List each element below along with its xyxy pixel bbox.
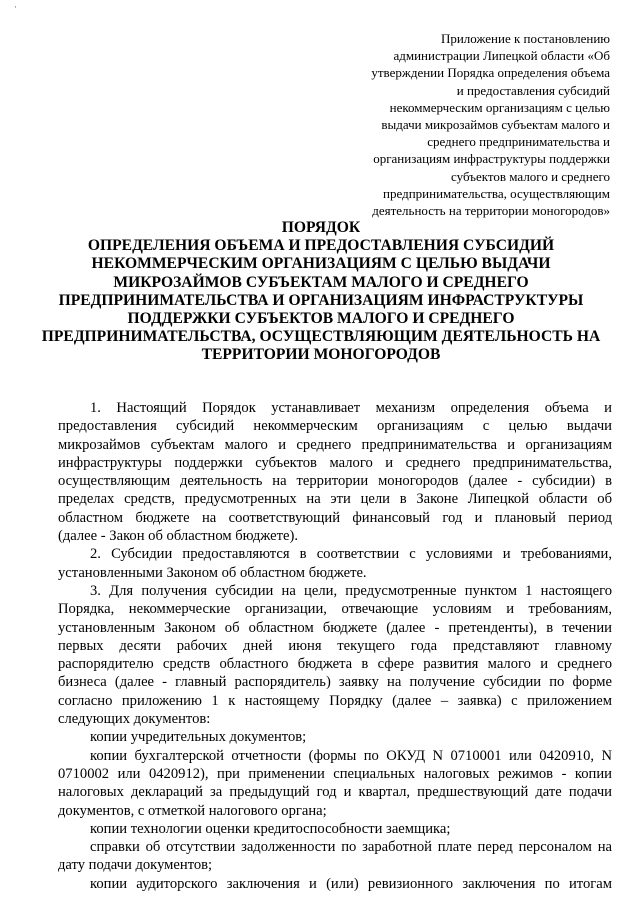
appendix-line: утверждении Порядка определения объема <box>371 65 610 81</box>
body-line: распорядителю средств областного бюджета в сфере развития малого и среднего <box>58 656 612 673</box>
corner-mark: · <box>14 2 17 12</box>
body-line: документов, с отметкой налогового органа; <box>58 802 327 819</box>
body-line: справки об отсутствии задолженности по заработной плате перед персоналом на <box>90 839 612 856</box>
body-line: областном бюджете на соответствующий финансовый год и плановый период <box>58 509 612 526</box>
title-line: ОПРЕДЕЛЕНИЯ ОБЪЕМА И ПРЕДОСТАВЛЕНИЯ СУБСИДИЙ <box>87 237 555 255</box>
title-line: ПОРЯДОК <box>281 219 361 236</box>
body-line: бизнеса (далее - главный распорядитель) заявку на получение субсидии по форме <box>58 674 612 691</box>
body-line: копии технологии оценки кредитоспособности заемщика; <box>90 820 451 837</box>
body-line: налоговых деклараций за предыдущий год и квартал, предшествующий дате подачи <box>58 784 612 801</box>
title-line: ТЕРРИТОРИИ МОНОГОРОДОВ <box>201 346 441 364</box>
document-title <box>40 219 602 365</box>
appendix-line: некоммерческим организациям с целью <box>389 99 610 115</box>
appendix-line: Приложение к постановлению <box>440 31 610 46</box>
body-line: 2. Субсидии предоставляются в соответствии с условиями и требованиями, <box>90 546 612 563</box>
body-line: 3. Для получения субсидии на цели, предусмотренные пунктом 1 настоящего <box>90 582 612 599</box>
body-line: установленным Законом об областном бюджете (далее - претенденты), в течении <box>58 619 612 636</box>
body-line: установленными Законом об областном бюджете. <box>58 564 367 581</box>
title-line: ПРЕДПРИНИМАТЕЛЬСТВА, ОСУЩЕСТВЛЯЮЩИМ ДЕЯТЕЛЬНОСТЬ НА <box>41 328 601 346</box>
body-line: инфраструктуры поддержки субъектов малого и среднего предпринимательства, <box>58 454 612 471</box>
appendix-line: организациям инфраструктуры поддержки <box>373 151 610 167</box>
body-line: 0710002 или 0420912), при применении специальных налоговых режимов - копии <box>58 765 612 782</box>
document-body <box>58 399 612 893</box>
title-line: НЕКОММЕРЧЕСКИМ ОРГАНИЗАЦИЯМ С ЦЕЛЬЮ ВЫДАЧИ <box>91 255 551 273</box>
body-line: копии учредительных документов; <box>90 729 307 746</box>
body-line: осуществляющим деятельность на территории моногородов (далее - субсидии) в <box>58 473 612 490</box>
body-line: (далее - Закон об областном бюджете). <box>58 528 298 545</box>
body-line: микрозаймов субъектам малого и среднего предпринимательства и организациям <box>58 436 612 453</box>
body-line: копии аудиторского заключения и (или) ревизионного заключения по итогам <box>90 875 612 892</box>
appendix-line: среднего предпринимательства и <box>427 134 610 150</box>
body-line: копии бухгалтерской отчетности (формы по ОКУД N 0710001 или 0420910, N <box>90 747 612 764</box>
appendix-line: предпринимательства, осуществляющим <box>383 185 610 201</box>
appendix-line: и предоставления субсидий <box>456 82 610 98</box>
body-line: предоставления субсидий некоммерческим организациям с целью выдачи <box>58 418 612 435</box>
body-line: согласно приложению 1 к настоящему Порядку (далее – заявка) с приложением <box>58 692 612 709</box>
body-line: дату подачи документов; <box>58 857 213 874</box>
appendix-line: субъектов малого и среднего <box>451 168 610 184</box>
body-line: пределах средств, предусмотренных на эти цели в Законе Липецкой области об <box>58 491 612 508</box>
appendix-note <box>340 30 610 219</box>
appendix-line: администрации Липецкой области «Об <box>393 48 610 64</box>
title-line: ПРЕДПРИНИМАТЕЛЬСТВА И ОРГАНИЗАЦИЯМ ИНФРАСТРУКТУРЫ <box>58 291 584 309</box>
title-line: МИКРОЗАЙМОВ СУБЪЕКТАМ МАЛОГО И СРЕДНЕГО <box>113 273 529 291</box>
body-line: первых десяти рабочих дней июня текущего года представляют главному <box>58 637 612 654</box>
title-line: ПОДДЕРЖКИ СУБЪЕКТОВ МАЛОГО И СРЕДНЕГО <box>127 310 515 328</box>
body-line: 1. Настоящий Порядок устанавливает механизм определения объема и <box>90 400 612 416</box>
appendix-line: выдачи микрозаймов субъектам малого и <box>381 117 610 133</box>
appendix-line: деятельность на территории моногородов» <box>372 203 610 219</box>
body-line: Порядка, некоммерческие организации, отвечающие условиям и требованиям, <box>58 601 612 618</box>
body-line: следующих документов: <box>58 711 211 728</box>
